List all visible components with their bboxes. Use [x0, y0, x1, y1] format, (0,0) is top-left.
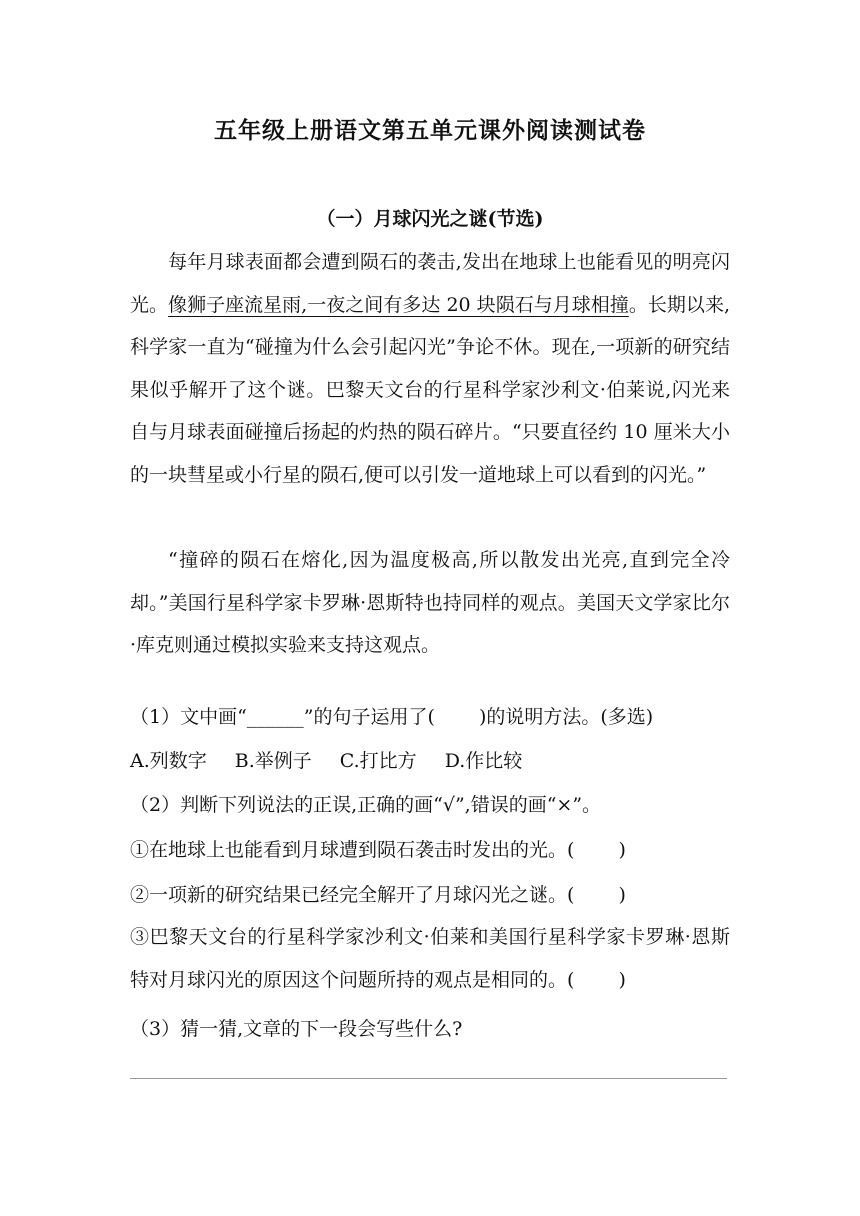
page-title: 五年级上册语文第五单元课外阅读测试卷	[214, 117, 646, 144]
answer-line[interactable]	[130, 1078, 727, 1079]
option-b: B.举例子	[234, 750, 312, 772]
paragraph-2-text: “撞碎的陨石在熔化,因为温度极高,所以散发出光亮,直到完全冷却。”美国行星科学家卡罗琳·恩斯特也持同样的观点。美国天文学家比尔·库克则通过模拟实验来支持这观点。	[130, 549, 730, 656]
paragraph-1-text: 每年月球表面都会遭到陨石的袭击,发出在地球上也能看见的明亮闪光。	[130, 251, 730, 316]
section-title: （一）月球闪光之谜(节选)	[316, 208, 544, 230]
underlined-sentence: 像狮子座流星雨,一夜之间有多达 20 块陨石与月球相撞	[168, 293, 629, 316]
paragraph-1	[130, 241, 730, 496]
question-1: （1）文中画“______”的句子运用了( )的说明方法。(多选)	[130, 706, 654, 728]
question-2: （2）判断下列说法的正误,正确的画“√”,错误的画“×”。	[130, 794, 602, 816]
question-3: （3）猜一猜,文章的下一段会写些什么?	[130, 1018, 463, 1040]
option-c: C.打比方	[339, 750, 417, 772]
question-2-item-2: ②一项新的研究结果已经完全解开了月球闪光之谜。( )	[130, 884, 626, 906]
question-2-item-3: ③巴黎天文台的行星科学家沙利文·伯莱和美国行星科学家卡罗琳·恩斯特对月球闪光的原因这个问题所持的观点是相同的。( )	[130, 926, 730, 991]
option-a: A.列数字	[130, 750, 207, 772]
paragraph-2	[130, 539, 730, 667]
question-2-item-1: ①在地球上也能看到月球遭到陨石袭击时发出的光。( )	[130, 839, 626, 861]
question-1-options	[130, 746, 730, 773]
paragraph-1-text-rest: 。长期以来,科学家一直为“碰撞为什么会引起闪光”争论不休。现在,一项新的研究结果似乎解开了这个谜。巴黎天文台的行星科学家沙利文·伯莱说,闪光来自与月球表面碰撞后扬起的灼热的陨石碎片。“只要直径约 10 厘米大小的一块彗星或小行星的陨石,便可以引发一道地球上可以看到的闪光。”	[130, 293, 730, 486]
option-d: D.作比较	[444, 750, 523, 772]
